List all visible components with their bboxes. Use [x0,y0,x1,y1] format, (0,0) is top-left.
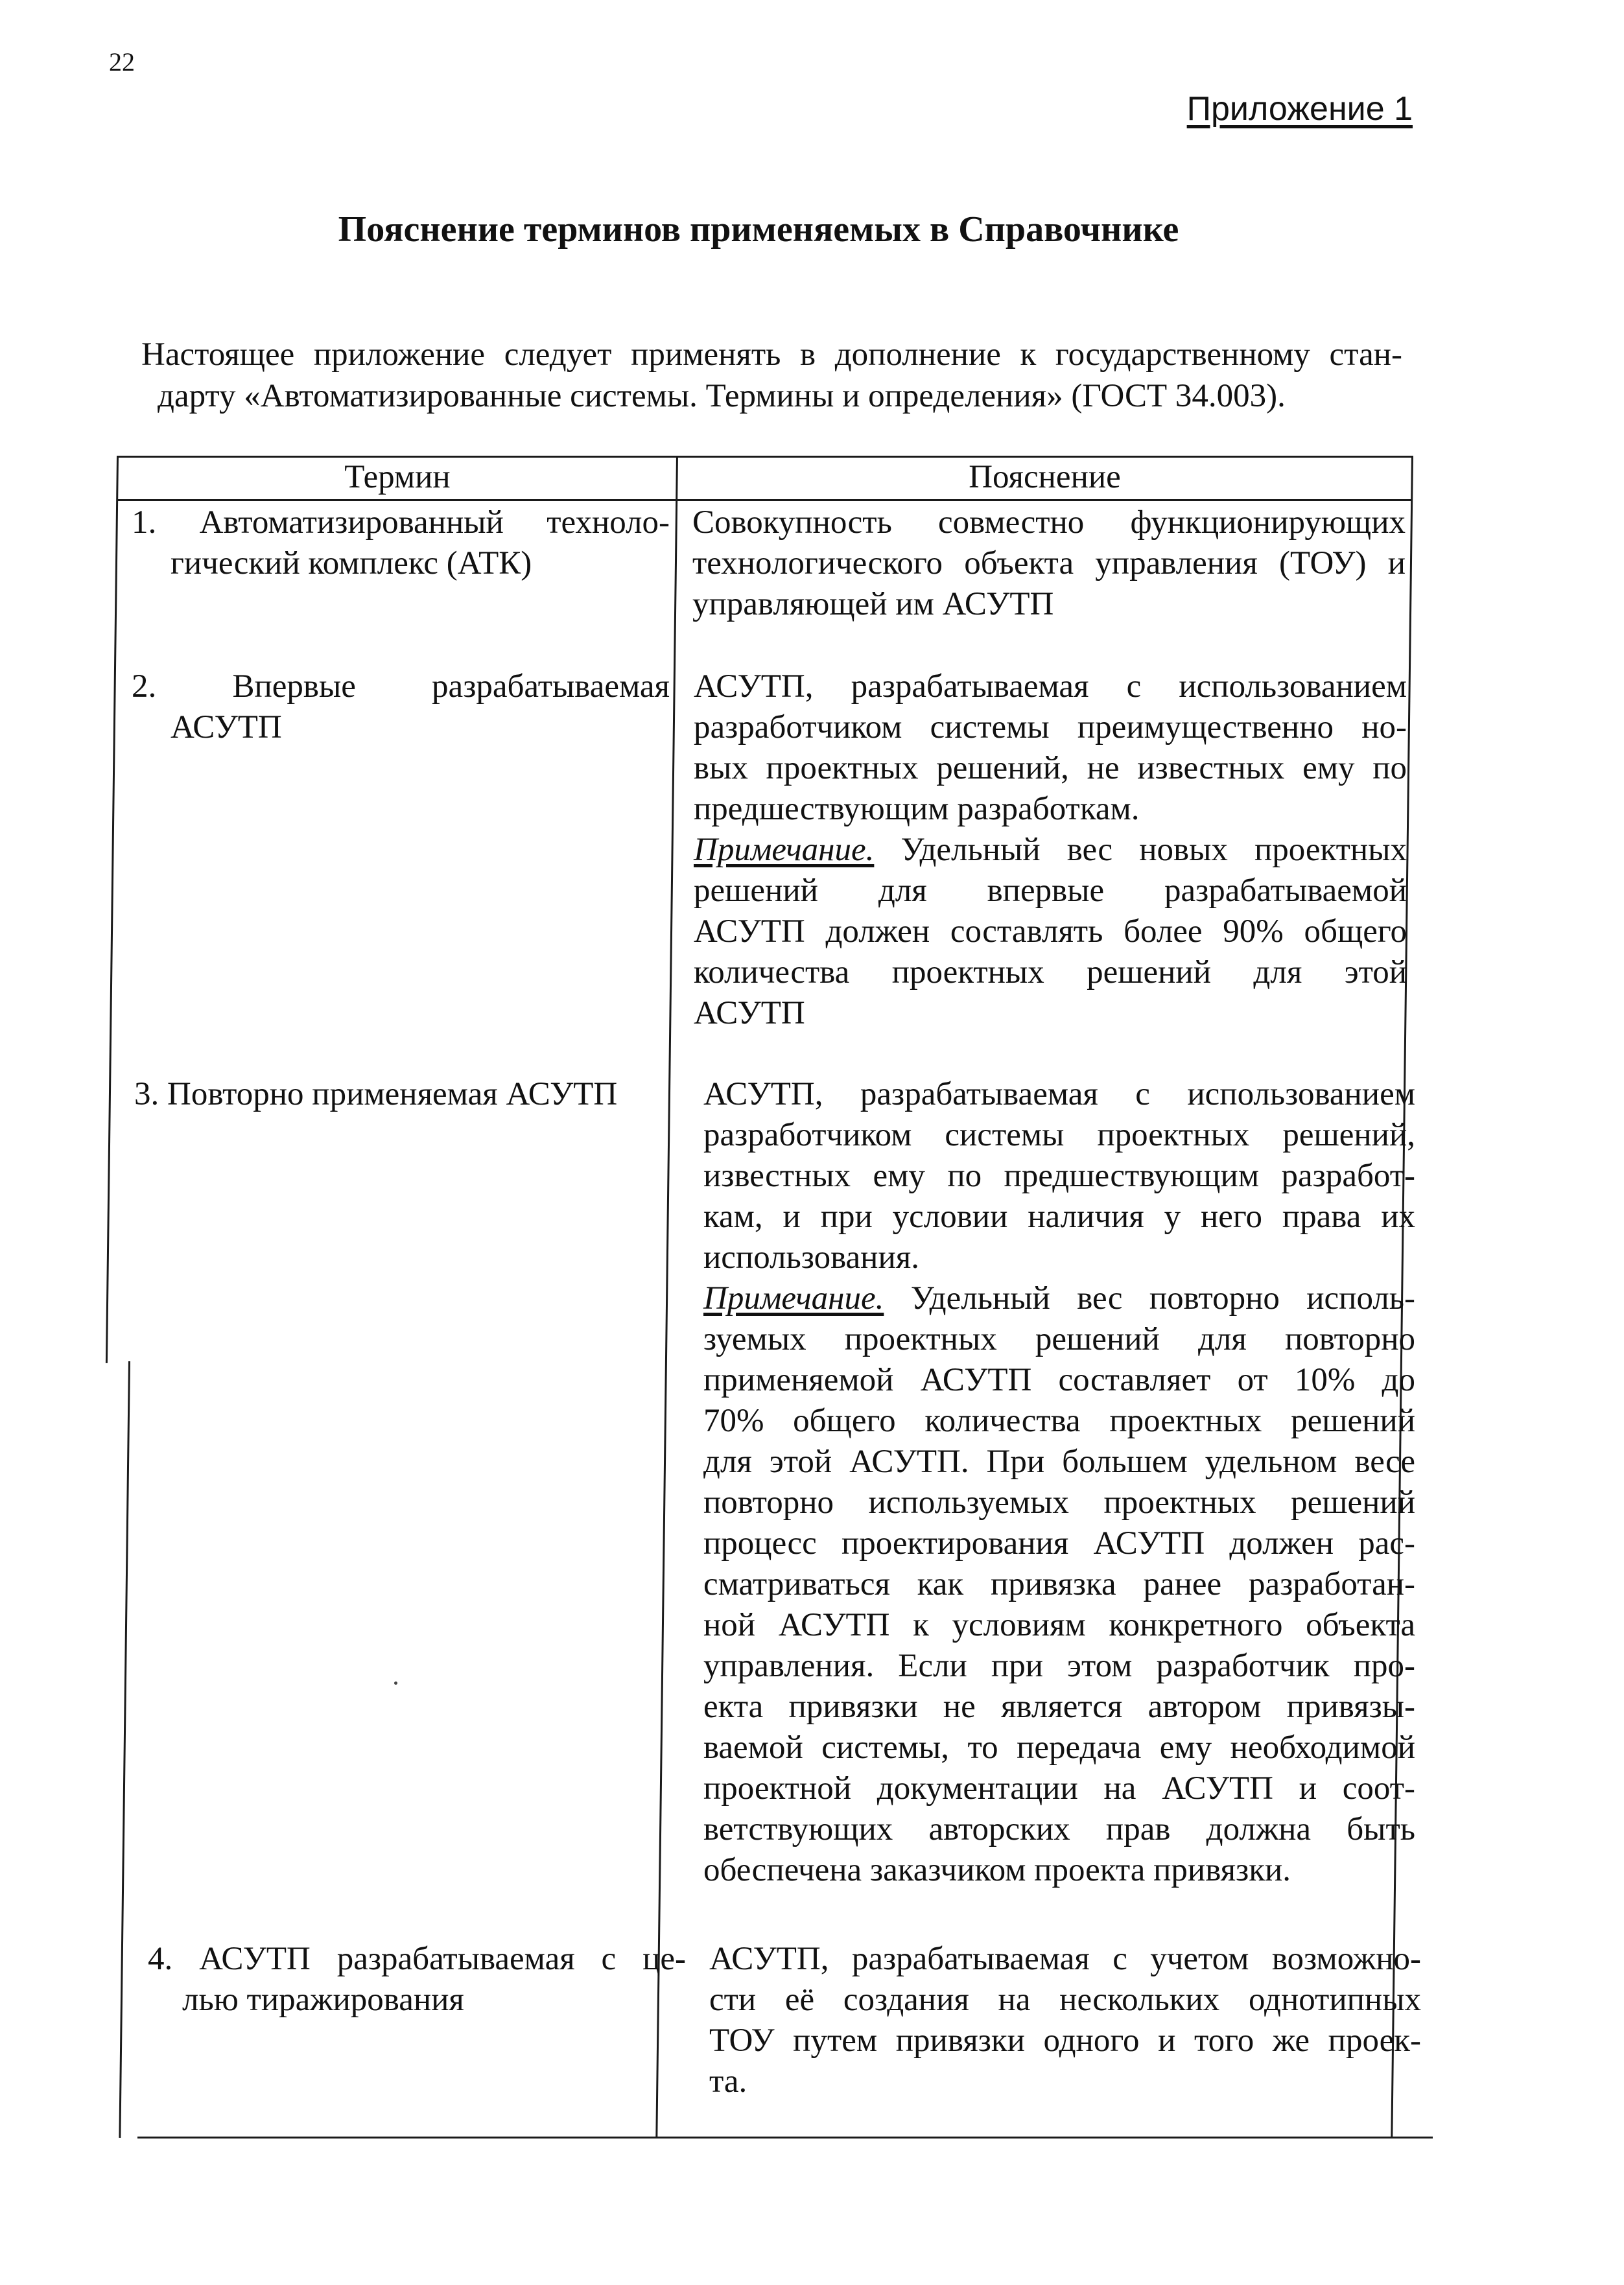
table-row-2-term [132,666,670,748]
appendix-label: Приложение 1 [1186,90,1413,128]
term-line: лью тиражирования [182,1982,464,2018]
explanation-line: разработчиком системы проектных решений, [703,1117,1415,1153]
note-line: зуемых проектных решений для повторно [703,1321,1415,1357]
table-row-4-term [148,1939,686,2021]
explanation-line: кам, и при условии наличия у него права их [703,1199,1415,1235]
explanation-line: та. [709,2063,747,2100]
explanation-line: известных ему по предшествующим разработ- [703,1158,1415,1194]
explanation-line: вых проектных решений, не известных ему по [694,750,1407,786]
intro-line: дарту «Автоматизированные системы. Термины и определения» (ГОСТ 34.003). [158,378,1286,414]
page-title: Пояснение терминов применяемых в Справочнике [338,209,1179,250]
note-line: решений для впервые разрабатываемой [694,873,1407,909]
table-border-left-lower [119,1361,130,2138]
note-line: ветствующих авторских прав должна быть [703,1811,1415,1847]
note-line [703,1278,1415,1319]
note-line: ной АСУТП к условиям конкретного объекта [703,1607,1415,1643]
table-row-3-explanation [703,1074,1415,1891]
explanation-line: АСУТП, разрабатываемая с учетом возможно- [709,1941,1421,1977]
note-line: ваемой системы, то передача ему необходимой [703,1729,1415,1766]
note-line: АСУТП должен составлять более 90% общего [694,913,1407,950]
header-explanation: Пояснение [969,459,1121,495]
term-line: 2. Впервые разрабатываемая [132,668,670,705]
note-line: проектной документации на АСУТП и соот- [703,1770,1415,1807]
explanation-line: использования. [703,1239,919,1276]
term-line: 3. Повторно применяемая АСУТП [134,1076,618,1112]
intro-paragraph [141,334,1402,417]
note-line: 70% общего количества проектных решений [703,1403,1415,1439]
note-line: управления. Если при этом разработчик про- [703,1648,1415,1684]
explanation-line: АСУТП, разрабатываемая с использованием [703,1076,1415,1112]
explanation-line: ТОУ путем привязки одного и того же проек- [709,2022,1421,2059]
term-line: гический комплекс (АТК) [171,545,532,581]
table-row-3-term [134,1074,672,1115]
explanation-line: предшествующим разработкам. [694,791,1140,827]
note-line: обеспечена заказчиком проекта привязки. [703,1852,1291,1888]
table-border-bottom [137,2137,1433,2139]
explanation-line: разработчиком системы преимущественно но- [694,709,1407,745]
explanation-line: сти её создания на нескольких однотипных [709,1982,1421,2018]
note-line: количества проектных решений для этой [694,954,1407,990]
note-line: сматриваться как привязка ранее разработан- [703,1566,1415,1602]
term-line: 4. АСУТП разрабатываемая с це- [148,1941,686,1977]
table-row-1-explanation [692,502,1406,625]
table-row-2-explanation [694,666,1407,1034]
note-label: Примечание. [694,832,875,868]
explanation-line: Совокупность совместно функционирующих [692,504,1406,541]
term-line: 1. Автоматизированный техноло- [132,504,670,541]
table-border-left [106,456,119,1363]
explanation-line: АСУТП, разрабатываемая с использованием [694,668,1407,705]
note-label: Примечание. [703,1280,884,1317]
explanation-line: управляющей им АСУТП [692,586,1054,622]
explanation-line: технологического объекта управления (ТОУ) и [692,545,1406,581]
note-line: применяемой АСУТП составляет от 10% до [703,1362,1415,1398]
note-line: екта привязки не является автором привязы- [703,1689,1415,1725]
note-line: процесс проектирования АСУТП должен рас- [703,1525,1415,1562]
note-text: Удельный вес повторно исполь- [884,1280,1415,1317]
note-line [694,830,1407,871]
table-row-4-explanation [709,1939,1421,2102]
table-header-divider [117,499,1412,501]
term-line: АСУТП [171,709,282,745]
table-row-1-term [132,502,670,584]
page-number: 22 [109,47,135,76]
header-term: Термин [344,459,451,495]
note-text: Удельный вес новых проектных [874,832,1407,868]
scan-speck [394,1682,397,1685]
note-line: для этой АСУТП. При большем удельном весе [703,1444,1415,1480]
intro-line: Настоящее приложение следует применять в дополнение к государственному стан- [141,336,1402,373]
note-line: АСУТП [694,995,805,1031]
note-line: повторно используемых проектных решений [703,1484,1415,1521]
